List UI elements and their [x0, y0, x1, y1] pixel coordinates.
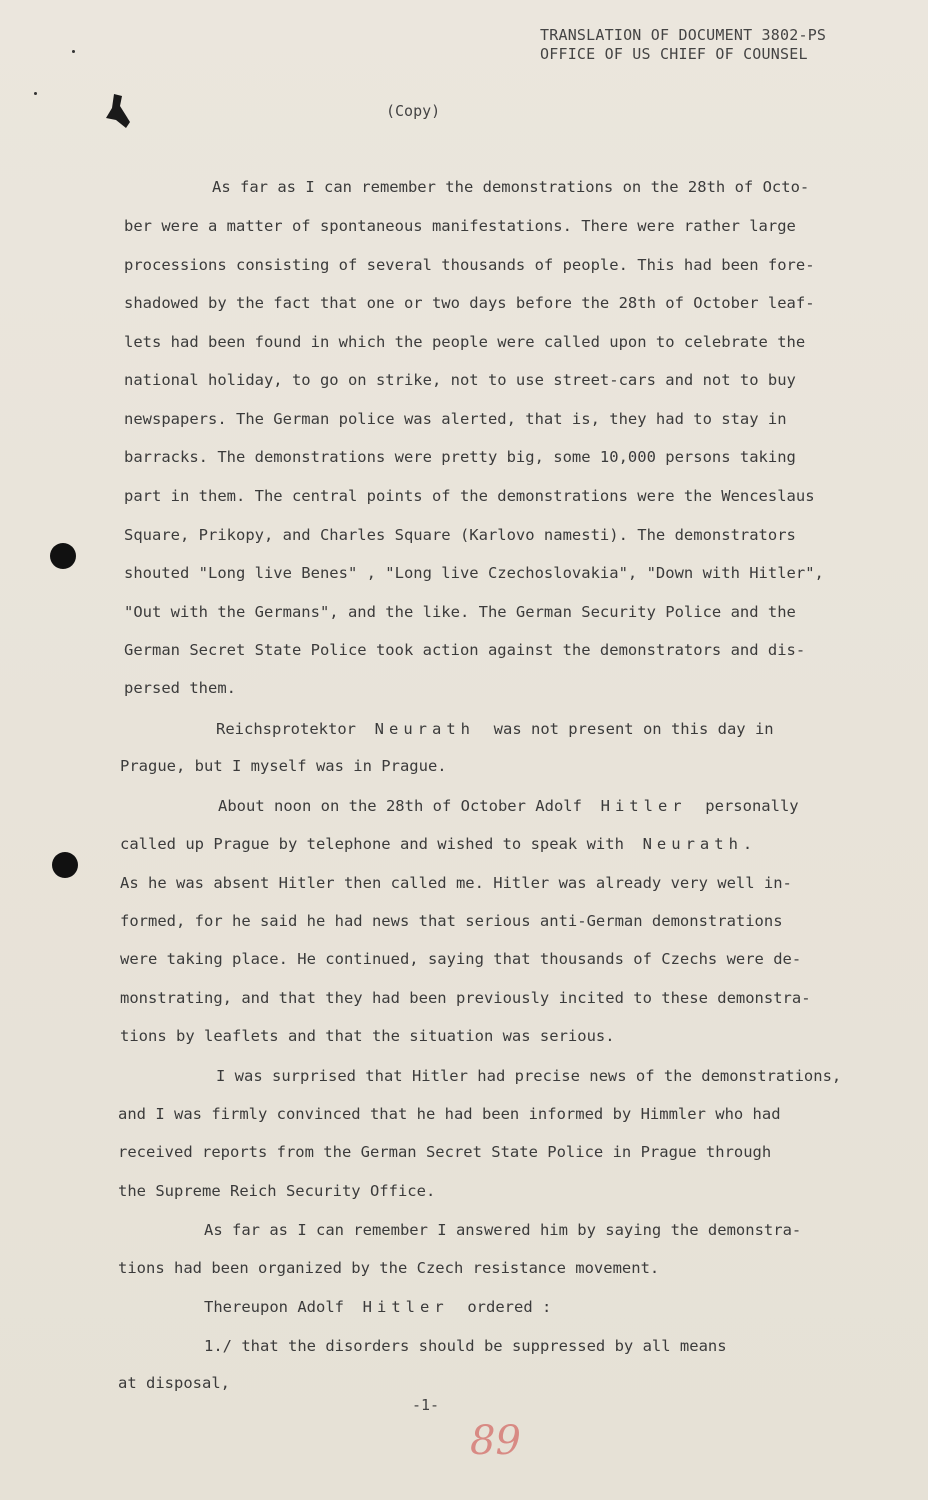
text-line: monstrating, and that they had been previously incited to these demonstra-: [120, 989, 811, 1007]
text-line: newspapers. The German police was alerted, that is, they had to stay in: [124, 410, 787, 428]
punch-hole-bottom: [52, 852, 78, 878]
speck: [72, 50, 75, 53]
text-line: I was surprised that Hitler had precise news of the demonstrations,: [216, 1067, 842, 1085]
text-line: received reports from the German Secret State Police in Prague through: [118, 1143, 772, 1161]
text-run: Reichsprotektor: [216, 720, 356, 738]
text-line: formed, for he said he had news that serious anti-German demonstrations: [120, 912, 783, 930]
text-line: ber were a matter of spontaneous manifestations. There were rather large: [124, 217, 796, 235]
name-spaced: Neurath.: [642, 835, 758, 853]
text-run: ordered :: [467, 1298, 552, 1316]
handwritten-stamp-number: 89: [470, 1418, 521, 1464]
punch-hole-top: [50, 543, 76, 569]
text-line: Prague, but I myself was in Prague.: [120, 757, 447, 775]
text-line: processions consisting of several thousands of people. This had been fore-: [124, 256, 815, 274]
text-line: lets had been found in which the people were called upon to celebrate the: [124, 333, 806, 351]
text-line: shadowed by the fact that one or two days before the 28th of October leaf-: [124, 294, 815, 312]
text-run: called up Prague by telephone and wished to speak with: [120, 835, 624, 853]
text-line: As far as I can remember the demonstrations on the 28th of Octo-: [212, 178, 810, 196]
page-number: -1-: [412, 1396, 440, 1414]
header-document-number: TRANSLATION OF DOCUMENT 3802-PS: [540, 26, 827, 44]
text-line: national holiday, to go on strike, not to use street-cars and not to buy: [124, 371, 796, 389]
text-line: the Supreme Reich Security Office.: [118, 1182, 436, 1200]
text-line: tions had been organized by the Czech resistance movement.: [118, 1259, 660, 1277]
name-spaced: Neurath: [374, 720, 475, 738]
text-line: German Secret State Police took action against the demonstrators and dis-: [124, 641, 806, 659]
ink-mark-icon: [100, 92, 136, 132]
name-spaced: Hitler: [600, 797, 687, 815]
text-line: persed them.: [124, 679, 236, 697]
text-line: Square, Prikopy, and Charles Square (Karlovo namesti). The demonstrators: [124, 526, 796, 544]
text-line: [218, 797, 799, 815]
text-line: [216, 720, 774, 738]
text-run: About noon on the 28th of October Adolf: [218, 797, 582, 815]
text-line: barracks. The demonstrations were pretty big, some 10,000 persons taking: [124, 448, 796, 466]
text-line: As he was absent Hitler then called me. Hitler was already very well in-: [120, 874, 792, 892]
text-run: personally: [705, 797, 799, 815]
text-line: at disposal,: [118, 1374, 230, 1392]
text-run: was not present on this day in: [493, 720, 774, 738]
text-line: were taking place. He continued, saying that thousands of Czechs were de-: [120, 950, 802, 968]
text-line: "Out with the Germans", and the like. The German Security Police and the: [124, 603, 796, 621]
text-line: As far as I can remember I answered him by saying the demonstra-: [204, 1221, 802, 1239]
text-line: and I was firmly convinced that he had been informed by Himmler who had: [118, 1105, 781, 1123]
text-line: [204, 1298, 551, 1316]
speck: [34, 92, 37, 95]
text-line: 1./ that the disorders should be suppressed by all means: [204, 1337, 727, 1355]
text-line: tions by leaflets and that the situation was serious.: [120, 1027, 615, 1045]
text-line: part in them. The central points of the demonstrations were the Wenceslaus: [124, 487, 815, 505]
text-line: shouted "Long live Benes" , "Long live Czechoslovakia", "Down with Hitler",: [124, 564, 824, 582]
text-run: Thereupon Adolf: [204, 1298, 344, 1316]
text-line: [120, 835, 757, 853]
name-spaced: Hitler: [362, 1298, 449, 1316]
copy-label: (Copy): [386, 102, 441, 120]
header-office: OFFICE OF US CHIEF OF COUNSEL: [540, 45, 808, 63]
